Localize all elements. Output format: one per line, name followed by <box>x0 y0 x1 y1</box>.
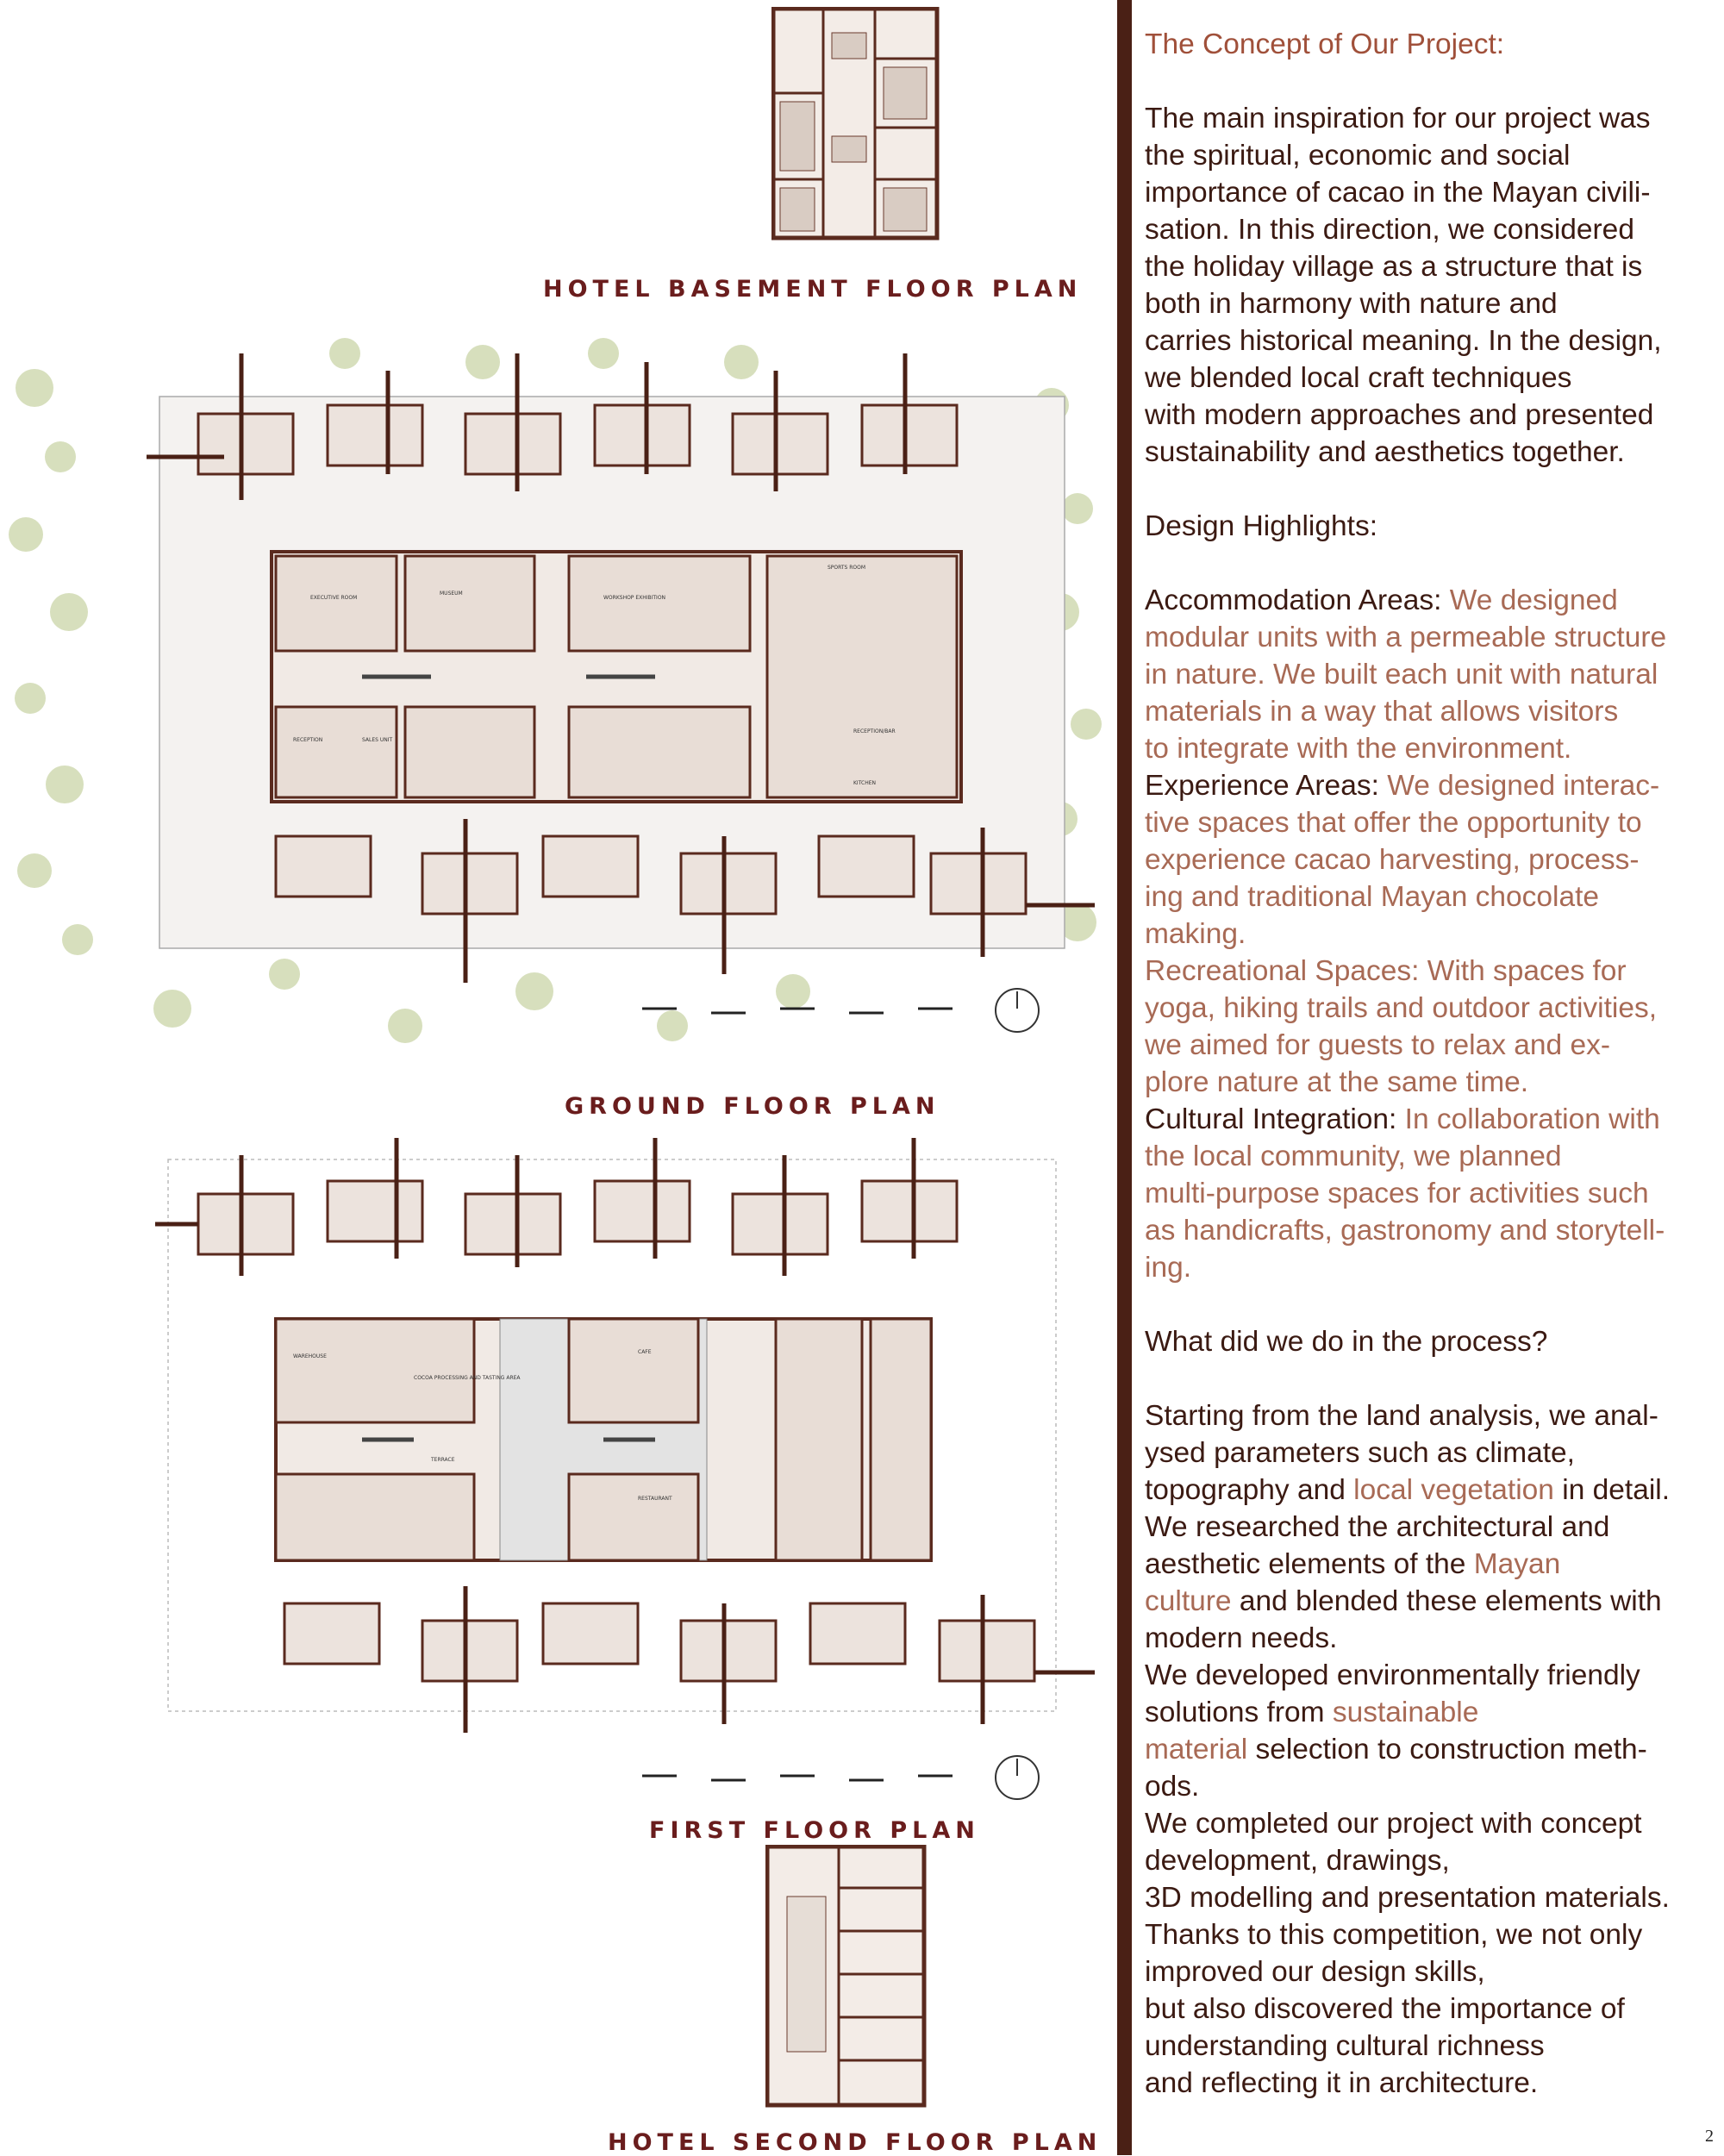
svg-text:WAREHOUSE: WAREHOUSE <box>293 1353 327 1359</box>
first-floor-scale <box>638 1750 1052 1802</box>
svg-text:SPORTS ROOM: SPORTS ROOM <box>828 565 866 571</box>
ground-plan-caption: GROUND FLOOR PLAN <box>565 1093 940 1120</box>
svg-text:MUSEUM: MUSEUM <box>440 591 463 597</box>
executive-room-label: EXECUTIVE ROOM <box>310 595 358 601</box>
svg-text:RESTAURANT: RESTAURANT <box>638 1496 672 1502</box>
first-floor-plan <box>155 1121 1103 1741</box>
svg-text:CAFE: CAFE <box>638 1349 652 1355</box>
ground-floor-plan <box>0 336 1112 1069</box>
hotel-second-floor-plan <box>765 1845 929 2112</box>
first-plan-caption: FIRST FLOOR PLAN <box>649 1817 980 1844</box>
svg-text:RECEPTION/BAR: RECEPTION/BAR <box>853 728 896 734</box>
second-plan-caption: HOTEL SECOND FLOOR PLAN <box>608 2129 1102 2156</box>
column-divider <box>1117 0 1132 2155</box>
svg-text:TERRACE: TERRACE <box>431 1457 455 1463</box>
basement-plan-caption: HOTEL BASEMENT FLOOR PLAN <box>543 276 1083 303</box>
concept-paragraph: The main inspiration for our project was the spiritual, economic and social importance of cacao in the Mayan civili- sation. In this direction, we considered the holiday village as a structure that is both in harmony with nature and carries historical meaning. In the design, we blended local craft techniques with modern approaches and presented sustainability and aesthetics together. <box>1145 103 1662 468</box>
page-number: 2 <box>1705 2127 1714 2146</box>
basement-floor-plan <box>771 7 944 241</box>
concept-title: The Concept of Our Project: <box>1145 28 1505 60</box>
process-title: What did we do in the process? <box>1145 1326 1548 1358</box>
process-paragraph: Starting from the land analysis, we anal- ysed parameters such as climate, topography and local vegetation in detail. We researched the architectural and aesthetic elements of the Mayan culture and blended these elements with modern needs. We developed environmentally friendly solutions from sustainable material selection to construction meth- ods. We completed our project with concept development, drawings, 3D modelling and presentation materials. Thanks to this competition, we not only improved our design skills, but also discovered the importance of understanding cultural richness and reflecting it in architecture. <box>1145 1400 1671 2099</box>
highlights-list: Accommodation Areas: We designed modular units with a permeable structure in nature. We built each unit with natural materials in a way that allows visitors to integrate with the environment. Experience Areas: We designed interac- tive spaces that offer the opportunity to experience cacao harvesting, process- ing and traditional Mayan chocolate making. Recreational Spaces: With spaces for yoga, hiking trails and outdoor activities, we aimed for guests to relax and ex- plore nature at the same time. Cultural Integration: In collaboration with the local community, we planned multi-purpose spaces for activities such as handicrafts, gastronomy and storytell- ing. <box>1145 584 1667 1284</box>
svg-text:RECEPTION: RECEPTION <box>293 737 323 743</box>
svg-text:COCOA PROCESSING AND TASTING A: COCOA PROCESSING AND TASTING AREA <box>414 1375 521 1381</box>
highlights-title: Design Highlights: <box>1145 510 1377 542</box>
svg-text:WORKSHOP EXHIBITION: WORKSHOP EXHIBITION <box>603 595 666 601</box>
svg-text:KITCHEN: KITCHEN <box>853 780 876 786</box>
project-description <box>1145 26 1714 2139</box>
svg-text:SALES UNIT: SALES UNIT <box>362 737 393 743</box>
